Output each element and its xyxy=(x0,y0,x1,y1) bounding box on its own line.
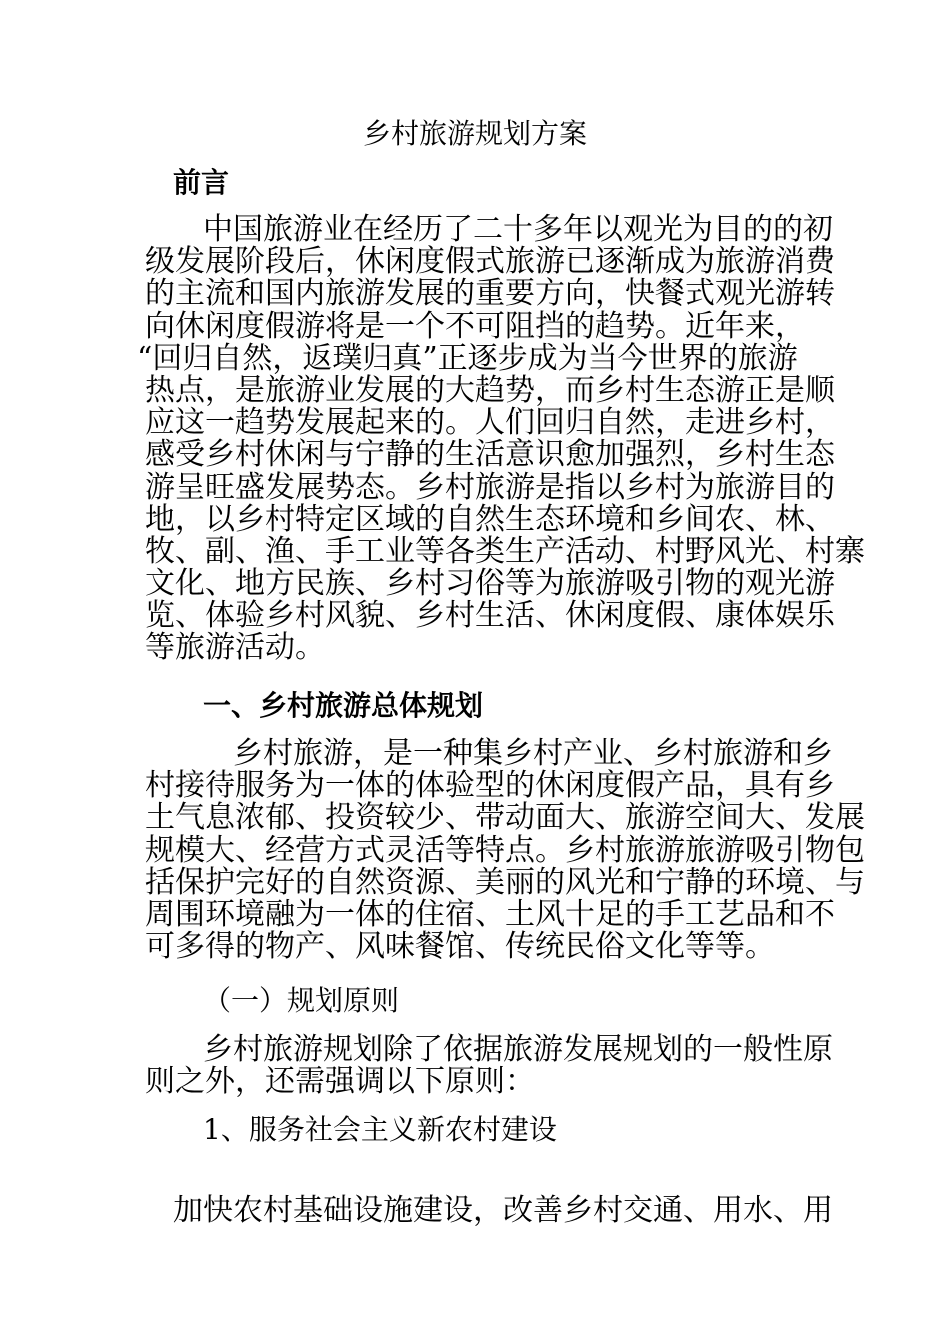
paragraph-line: 热点，是旅游业发展的大趋势，而乡村生态游正是顺 xyxy=(145,372,835,408)
paragraph-line: 向休闲度假游将是一个不可阻挡的趋势。近年来， xyxy=(145,308,805,344)
paragraph-line: 等旅游活动。 xyxy=(145,630,325,666)
preface-paragraph xyxy=(137,212,865,666)
paragraph-line: 牧、副、渔、手工业等各类生产活动、村野风光、村寨 xyxy=(145,533,865,569)
paragraph-line: “回归自然，返璞归真”正逐步成为当今世界的旅游 xyxy=(137,340,798,376)
subsection-1-paragraph xyxy=(145,1032,833,1100)
subsection-1-heading: （一）规划原则 xyxy=(203,984,400,1017)
section-1-heading: 一、乡村旅游总体规划 xyxy=(203,689,484,722)
preface-heading: 前言 xyxy=(173,166,230,199)
paragraph-line: 土气息浓郁、投资较少、带动面大、旅游空间大、发展 xyxy=(145,800,865,836)
paragraph-line: 游呈旺盛发展势态。乡村旅游是指以乡村为旅游目的 xyxy=(145,469,835,505)
section-1-paragraph xyxy=(145,736,865,965)
paragraph-line: 感受乡村休闲与宁静的生活意识愈加强烈，乡村生态 xyxy=(145,437,835,473)
paragraph-line: 览、体验乡村风貌、乡村生活、休闲度假、康体娱乐 xyxy=(145,598,835,634)
item-1-text: 加快农村基础设施建设，改善乡村交通、用水、用 xyxy=(173,1193,833,1228)
paragraph-line: 乡村旅游，是一种集乡村产业、乡村旅游和乡 xyxy=(233,736,833,771)
paragraph-line: 级发展阶段后，休闲度假式旅游已逐渐成为旅游消费 xyxy=(145,244,835,280)
paragraph-line: 可多得的物产、风味餐馆、传统民俗文化等等。 xyxy=(145,929,775,965)
paragraph-line: 乡村旅游规划除了依据旅游发展规划的一般性原 xyxy=(203,1032,833,1067)
paragraph-line: 中国旅游业在经历了二十多年以观光为目的的初 xyxy=(203,212,833,247)
paragraph-line: 括保护完好的自然资源、美丽的风光和宁静的环境、与 xyxy=(145,864,865,900)
item-1-heading: 1、服务社会主义新农村建设 xyxy=(203,1113,557,1146)
paragraph-line: 文化、地方民族、乡村习俗等为旅游吸引物的观光游 xyxy=(145,566,835,602)
paragraph-line: 应这一趋势发展起来的。人们回归自然，走进乡村， xyxy=(145,405,835,441)
paragraph-line: 规模大、经营方式灵活等特点。乡村旅游旅游吸引物包 xyxy=(145,832,865,868)
paragraph-line: 则之外，还需强调以下原则： xyxy=(145,1064,535,1100)
paragraph-line: 地，以乡村特定区域的自然生态环境和乡间农、林、 xyxy=(145,501,835,537)
paragraph-line: 的主流和国内旅游发展的重要方向，快餐式观光游转 xyxy=(145,276,835,312)
paragraph-line: 村接待服务为一体的体验型的休闲度假产品，具有乡 xyxy=(145,768,835,804)
document-title: 乡村旅游规划方案 xyxy=(362,117,587,150)
paragraph-line: 周围环境融为一体的住宿、土风十足的手工艺品和不 xyxy=(145,896,835,932)
